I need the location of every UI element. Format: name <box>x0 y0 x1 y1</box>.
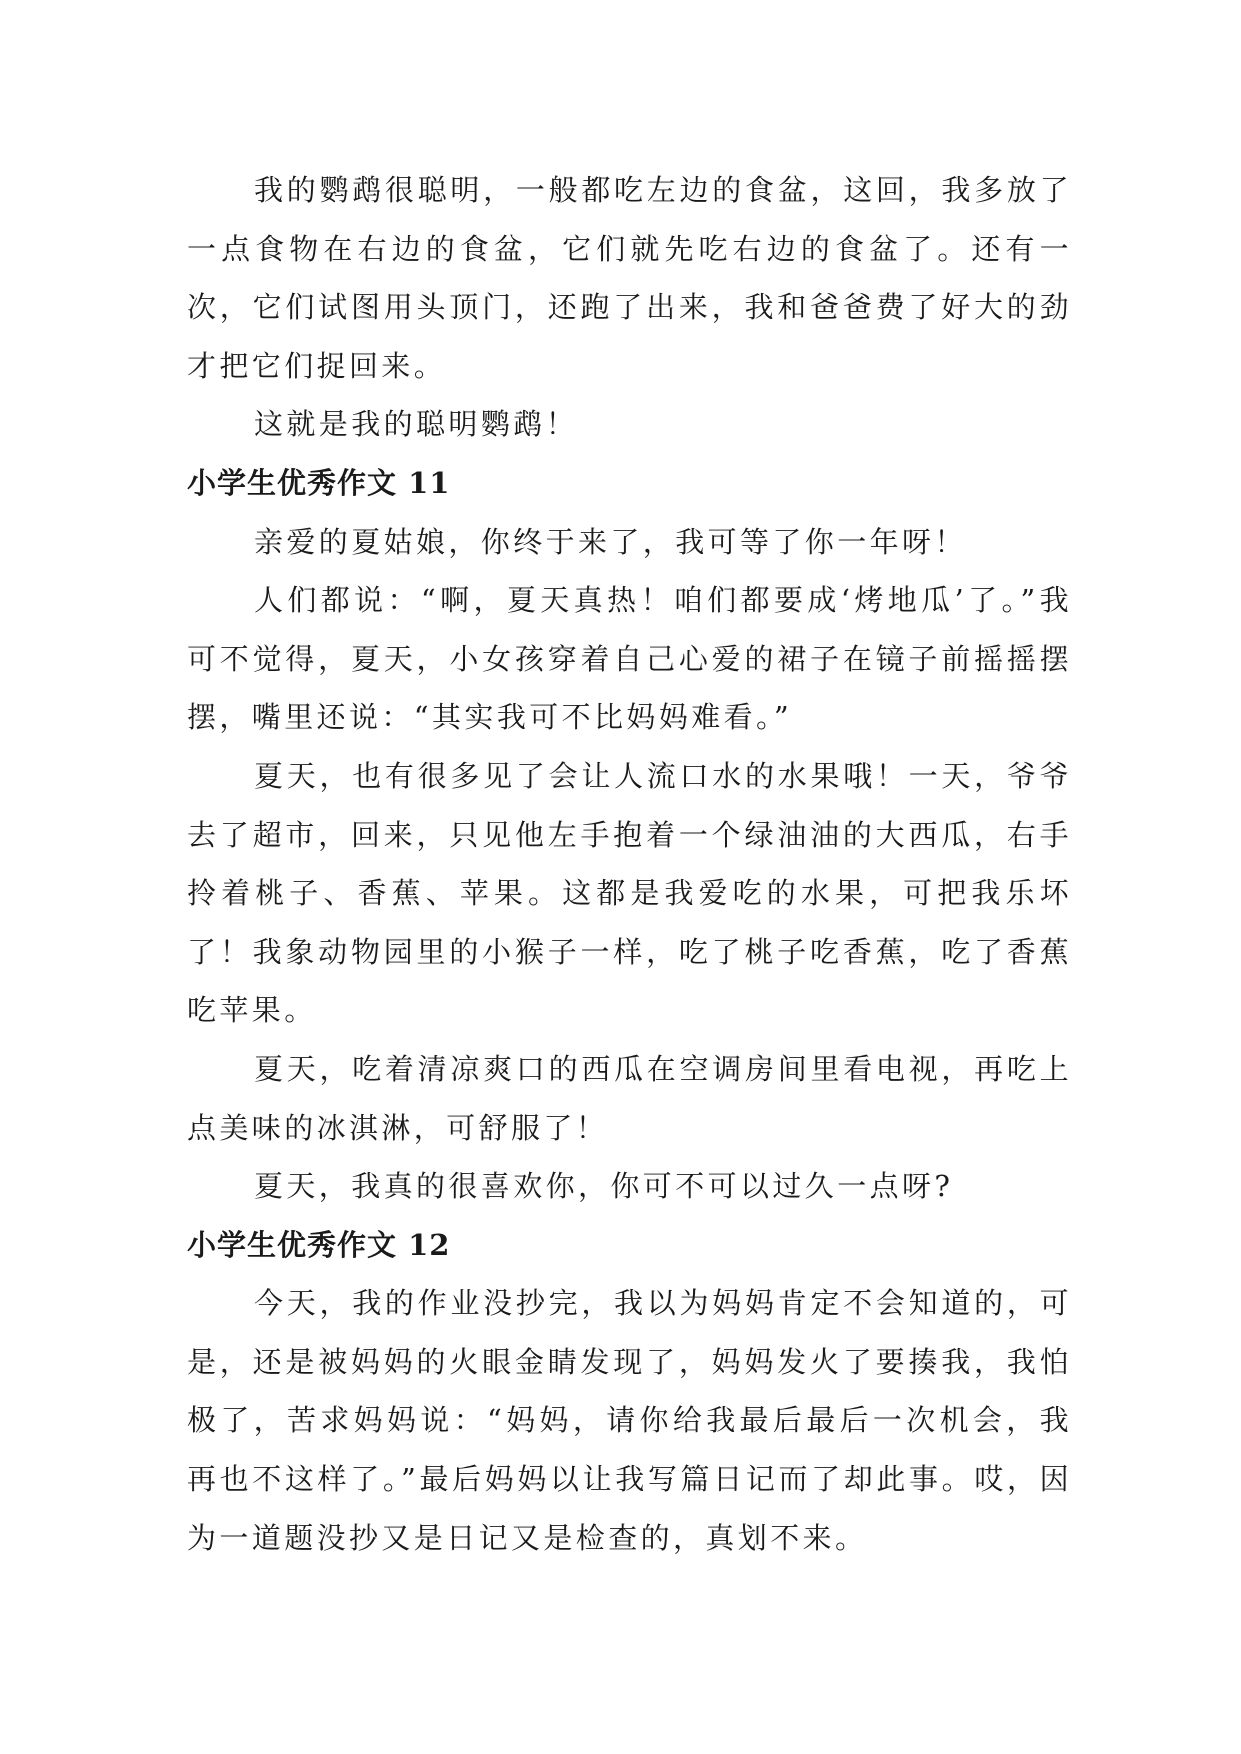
paragraph: 夏天，也有很多见了会让人流口水的水果哦！一天，爷爷去了超市，回来，只见他左手抱着一个绿油油的大西瓜，右手拎着桃子、香蕉、苹果。这都是我爱吃的水果，可把我乐坏了！我象动物园里的小猴子一样，吃了桃子吃香蕉，吃了香蕉吃苹果。 <box>187 758 1072 1028</box>
section-heading: 小学生优秀作文 12 <box>187 1227 451 1262</box>
paragraph: 夏天，吃着清凉爽口的西瓜在空调房间里看电视，再吃上点美味的冰淇淋，可舒服了！ <box>187 1051 1072 1145</box>
paragraph: 夏天，我真的很喜欢你，你可不可以过久一点呀? <box>254 1169 954 1204</box>
paragraph: 这就是我的聪明鹦鹉！ <box>254 407 579 442</box>
document-body <box>187 161 1072 1567</box>
section-heading: 小学生优秀作文 11 <box>187 465 451 500</box>
paragraph: 人们都说：“啊，夏天真热！咱们都要成‘烤地瓜’了。”我可不觉得，夏天，小女孩穿着自己心爱的裙子在镜子前摇摇摆摆，嘴里还说：“其实我可不比妈妈难看。” <box>187 583 1072 735</box>
paragraph: 亲爱的夏姑娘，你终于来了，我可等了你一年呀！ <box>254 524 967 559</box>
paragraph: 我的鹦鹉很聪明，一般都吃左边的食盆，这回，我多放了一点食物在右边的食盆，它们就先吃右边的食盆了。还有一次，它们试图用头顶门，还跑了出来，我和爸爸费了好大的劲才把它们捉回来。 <box>187 173 1072 383</box>
paragraph: 今天，我的作业没抄完，我以为妈妈肯定不会知道的，可是，还是被妈妈的火眼金睛发现了，妈妈发火了要揍我，我怕极了，苦求妈妈说：“妈妈，请你给我最后最后一次机会，我再也不这样了。”最后妈妈以让我写篇日记而了却此事。哎，因为一道题没抄又是日记又是检查的，真划不来。 <box>187 1286 1072 1555</box>
